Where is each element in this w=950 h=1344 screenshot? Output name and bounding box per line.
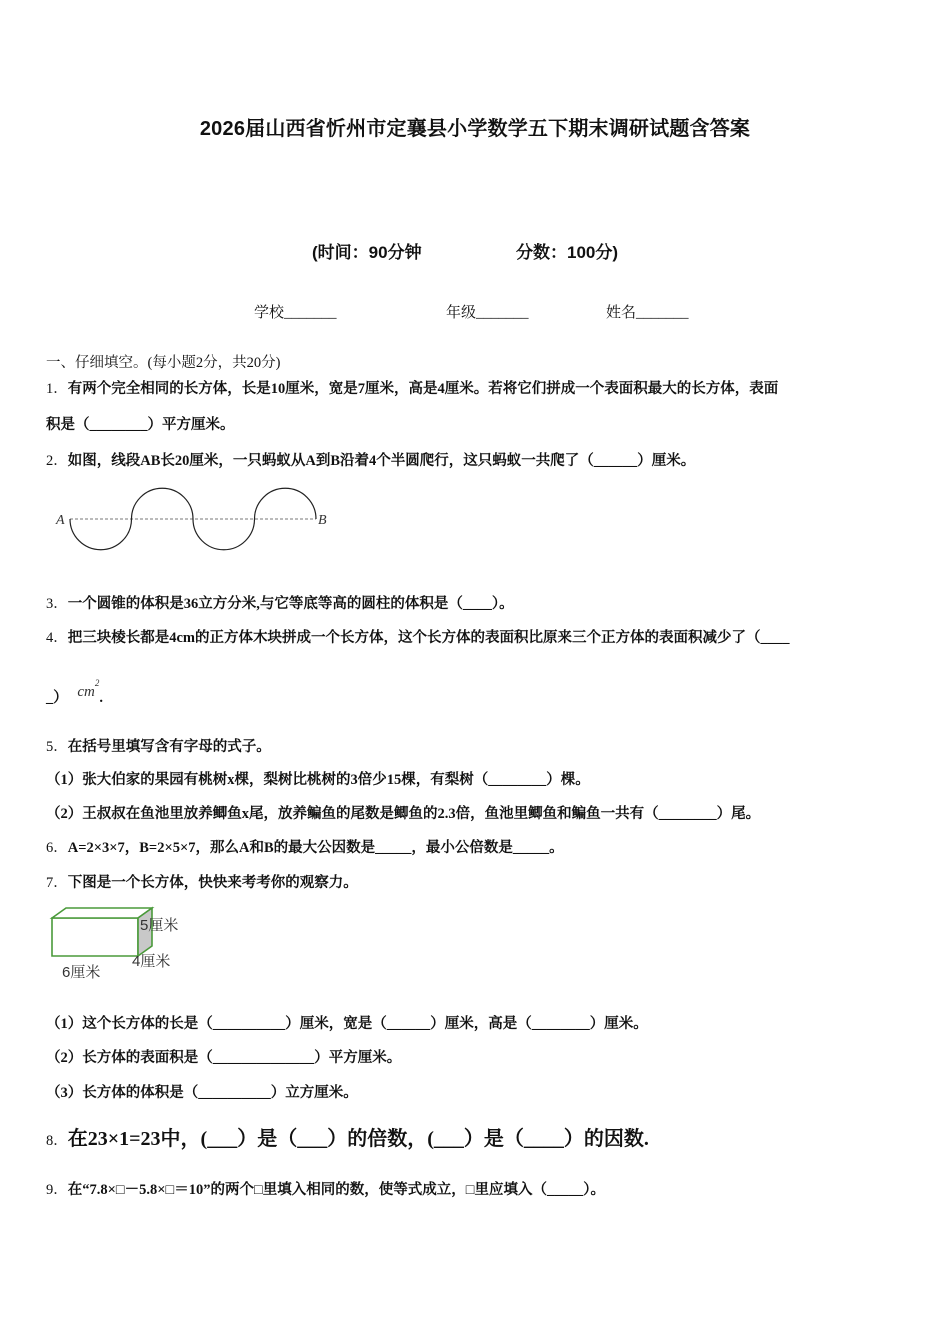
question-text: 一个圆锥的体积是36立方分米,与它等底等高的圆柱的体积是（____）。 — [67, 596, 514, 612]
question-text: 如图，线段AB长20厘米，一只蚂蚁从A到B沿着4个半圆爬行，这只蚂蚁一共爬了（______）厘米。 — [67, 453, 696, 469]
question-7 — [46, 871, 358, 892]
section-heading: 一、仔细填空。(每小题2分，共20分) — [46, 355, 281, 371]
question-text: 在“7.8×□－5.8×□＝10”的两个□里填入相同的数，使等式成立，□里应填入（_____）。 — [67, 1182, 606, 1198]
question-5-sub2: （2）王叔叔在鱼池里放养鲫鱼x尾，放养鳊鱼的尾数是鲫鱼的2.3倍，鱼池里鲫鱼和鳊鱼一共有（________）尾。 — [46, 806, 761, 822]
question-number: 6． — [46, 840, 68, 856]
label-b: B — [318, 513, 327, 528]
label-a: A — [56, 513, 65, 528]
question-number: 3． — [46, 596, 68, 612]
exam-time: (时间：90分钟 — [312, 243, 422, 262]
grade-field: 年级_______ — [446, 305, 529, 321]
height-label: 5厘米 — [140, 917, 179, 934]
question-text: 在括号里填写含有字母的式子。 — [67, 739, 271, 755]
question-text: 有两个完全相同的长方体，长是10厘米，宽是7厘米，高是4厘米。若将它们拼成一个表面积最大的长方体，表面 — [67, 381, 779, 397]
semicircle-4 — [255, 488, 317, 519]
question-7-sub3: （3）长方体的体积是（__________）立方厘米。 — [46, 1085, 358, 1101]
question-1-line2: 积是（________）平方厘米。 — [46, 417, 235, 433]
question-text: 把三块棱长都是4cm的正方体木块拼成一个长方体，这个长方体的表面积比原来三个正方体的表面积减少了（____ — [67, 630, 790, 646]
question-number: 9． — [46, 1182, 68, 1198]
blank-end: _） — [46, 690, 68, 706]
question-7-sub2: （2）长方体的表面积是（______________）平方厘米。 — [46, 1050, 402, 1066]
unit-superscript: 2 — [94, 678, 100, 689]
question-number: 2． — [46, 453, 68, 469]
cuboid-figure — [48, 904, 198, 984]
question-text: A=2×3×7，B=2×5×7，那么A和B的最大公因数是_____，最小公倍数是_____。 — [67, 840, 564, 856]
unit-cm: cm — [77, 684, 95, 700]
school-field: 学校_______ — [254, 305, 337, 321]
question-number: 8． — [46, 1133, 68, 1149]
question-number: 7． — [46, 875, 68, 891]
question-number: 4． — [46, 630, 68, 646]
semicircle-figure — [50, 480, 340, 560]
question-4 — [46, 626, 790, 647]
question-text: 在23×1=23中，(___）是（___）的倍数，(___）是（____）的因数. — [67, 1128, 649, 1150]
cuboid-top-face — [52, 908, 152, 918]
question-number: 1． — [46, 381, 68, 397]
period: . — [99, 690, 103, 706]
question-2 — [46, 449, 695, 470]
question-6 — [46, 836, 564, 857]
exam-score: 分数：100分) — [516, 243, 619, 262]
question-5-sub1: （1）张大伯家的果园有桃树x棵，梨树比桃树的3倍少15棵，有梨树（________）棵。 — [46, 772, 590, 788]
cuboid-front-face — [52, 918, 138, 956]
question-8 — [46, 1122, 649, 1151]
length-label: 6厘米 — [62, 964, 101, 981]
page-title: 2026届山西省忻州市定襄县小学数学五下期末调研试题含答案 — [199, 118, 751, 140]
question-4-line2 — [46, 678, 103, 707]
question-7-sub1: （1）这个长方体的长是（__________）厘米，宽是（______）厘米，高是（________）厘米。 — [46, 1016, 648, 1032]
question-5 — [46, 735, 271, 756]
question-number: 5． — [46, 739, 68, 755]
question-9 — [46, 1178, 605, 1199]
semicircle-2 — [132, 488, 194, 519]
width-label: 4厘米 — [132, 953, 171, 970]
semicircle-3 — [193, 519, 255, 550]
question-text: 下图是一个长方体，快快来考考你的观察力。 — [67, 875, 358, 891]
semicircle-1 — [70, 519, 132, 550]
question-1 — [46, 377, 778, 398]
question-3 — [46, 592, 514, 613]
name-field: 姓名_______ — [606, 305, 689, 321]
